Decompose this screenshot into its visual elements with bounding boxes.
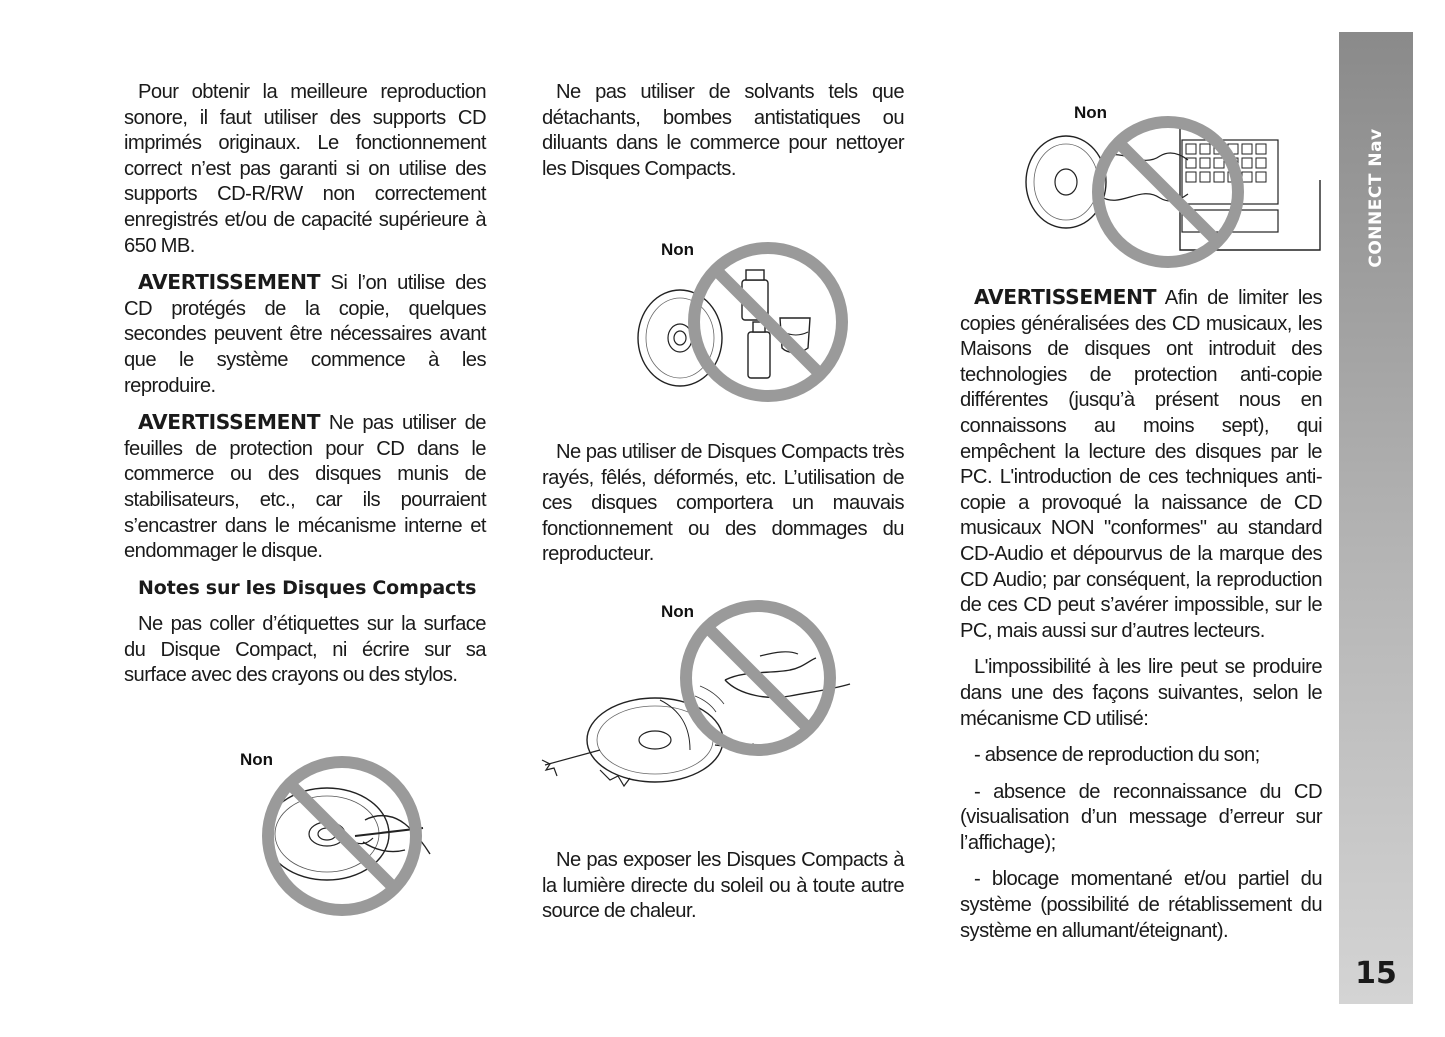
warning-keyword: AVERTISSEMENT — [974, 285, 1157, 309]
no-solvents-illustration — [630, 240, 860, 410]
cd-player-illustration — [1020, 100, 1330, 275]
warning-text: Afin de limiter les copies généralisées des CD musicaux, les Maisons de disques ont introduit des technologies de protection anti-copie différentes (jusqu’à présent nous en connaissons au moins sept), qui empêchent la lecture des disques par le PC. L'introduction de ces techniques anti-copie a provoqué la naissance de CD musicaux NON "conformes" au standard CD-Audio et dépourvus de la marque des CD Audio; par conséquent, la reproduction de ces CD peut s’avérer impossible, sur le PC, mais aussi sur d’autres lecteurs. — [960, 287, 1322, 642]
figure-label-solvents: Non — [661, 240, 695, 259]
column-3 — [960, 285, 1322, 955]
list-item: - blocage momentané et/ou partiel du système (possibilité de rétablissement du système en allumant/éteignant). — [960, 868, 1322, 942]
no-damaged-discs-illustration — [540, 600, 860, 800]
figure-no-damaged-discs — [540, 600, 860, 800]
paragraph-copy-protected-warning — [124, 270, 486, 399]
paragraph-impossibility: L'impossibilité à les lire peut se produire dans une des façons suivantes, selon le mécanisme CD utilisé: — [960, 656, 1322, 730]
figure-label-player: Non — [1074, 103, 1108, 122]
section-title: CONNECT Nav — [1366, 128, 1386, 268]
warning-keyword: AVERTISSEMENT — [138, 410, 321, 435]
column-2 — [542, 80, 904, 193]
paragraph-anticopy-warning — [960, 285, 1322, 644]
section-sidebar — [1339, 32, 1413, 1004]
page-number: 15 — [1355, 956, 1397, 991]
paragraph-best-playback: Pour obtenir la meilleure reproduction sonore, il faut utiliser des supports CD imprimés originaux. Le fonctionnement correct n’est pas garanti si on utilise des supports CD-R/RW non correctement enregistrés et/ou de capacité supérieure à 650 MB. — [124, 81, 486, 257]
paragraph-heat: Ne pas exposer les Disques Compacts à la lumière directe du soleil ou à toute autre source de chaleur. — [542, 849, 904, 923]
no-writing-illustration — [255, 750, 455, 920]
figure-no-solvents — [630, 240, 860, 410]
paragraph-protection-sheets-warning — [124, 410, 486, 565]
warning-text: Ne pas utiliser de feuilles de protection pour CD dans le commerce ou des disques munis de stabilisateurs, etc., car ils pourraient s’encastrer dans le mécanisme interne et endommager le disque. — [124, 412, 486, 563]
column-2-bottom — [542, 848, 904, 936]
list-item: - absence de reconnaissance du CD (visualisation d’un message d’erreur sur l’affichage); — [960, 780, 1322, 854]
paragraph-damaged-discs: Ne pas utiliser de Disques Compacts très rayés, fêlés, déformés, etc. L’utilisation de ces disques comportera un mauvais fonctionnement ou des dommages du reproducteur. — [542, 441, 904, 566]
figure-no-writing-on-cd — [255, 750, 455, 920]
list-item: - absence de reproduction du son; — [974, 744, 1260, 767]
figure-cd-player — [1020, 100, 1330, 275]
figure-label-damaged: Non — [661, 602, 695, 621]
column-1 — [124, 80, 486, 700]
figure-label-writing: Non — [240, 750, 274, 769]
warning-text: Si l’on utilise des CD protégés de la copie, quelques secondes peuvent être nécessaires avant que le système commence à les reproduire. — [124, 272, 486, 397]
paragraph-solvents: Ne pas utiliser de solvants tels que détachants, bombes antistatiques ou diluants dans le commerce pour nettoyer les Disques Compacts. — [542, 81, 904, 180]
section-heading: Notes sur les Disques Compacts — [138, 576, 477, 599]
warning-keyword: AVERTISSEMENT — [138, 270, 321, 295]
column-2-middle — [542, 440, 904, 579]
paragraph-labels: Ne pas coller d’étiquettes sur la surface du Disque Compact, ni écrire sur sa surface avec des crayons ou des stylos. — [124, 613, 486, 687]
